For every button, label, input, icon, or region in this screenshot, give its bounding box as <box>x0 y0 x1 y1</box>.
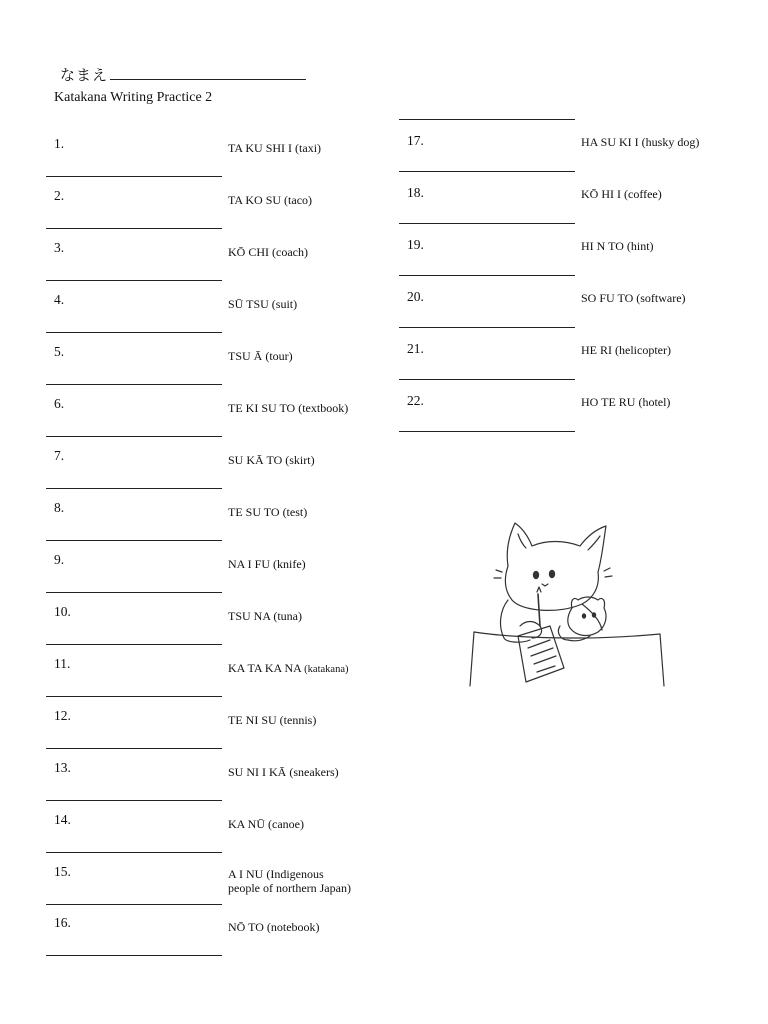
item-number: 6. <box>54 396 65 411</box>
answer-line[interactable] <box>46 696 222 697</box>
answer-line[interactable] <box>46 852 222 853</box>
item-word: TE SU TO (test) <box>228 505 308 519</box>
item-word: TA KO SU (taco) <box>228 193 313 207</box>
answer-line[interactable] <box>46 592 222 593</box>
answer-line[interactable] <box>46 280 222 281</box>
answer-line[interactable] <box>46 644 222 645</box>
item-number: 7. <box>54 448 65 463</box>
item-word: SU NI I KĀ (sneakers) <box>228 765 339 779</box>
item-number: 10. <box>54 604 71 619</box>
item-number: 9. <box>54 552 65 567</box>
item-word: KA NŪ (canoe) <box>228 817 304 831</box>
item-number: 4. <box>54 292 65 307</box>
item-number: 16. <box>54 915 71 930</box>
item-word: TSU Ā (tour) <box>228 349 293 363</box>
item-word-gloss: (katakana) <box>304 664 349 675</box>
item-word <box>228 867 351 895</box>
item-number: 21. <box>407 341 424 356</box>
item-word: SO FU TO (software) <box>581 291 686 305</box>
name-blank-line[interactable] <box>110 65 306 80</box>
answer-line[interactable] <box>46 332 222 333</box>
item-number: 18. <box>407 185 424 200</box>
item-word: HI N TO (hint) <box>581 239 654 253</box>
item-word: HA SU KI I (husky dog) <box>581 135 700 149</box>
item-number: 20. <box>407 289 424 304</box>
answer-line[interactable] <box>46 228 222 229</box>
item-number: 19. <box>407 237 424 252</box>
item-number: 15. <box>54 864 71 879</box>
cat-writing-illustration <box>460 508 670 693</box>
answer-line[interactable] <box>399 379 575 380</box>
item-number: 14. <box>54 812 71 827</box>
item-word-main: KA TA KA NA <box>228 661 302 675</box>
answer-line[interactable] <box>46 488 222 489</box>
item-number: 17. <box>407 133 424 148</box>
answer-line[interactable] <box>399 327 575 328</box>
item-number: 1. <box>54 136 65 151</box>
item-number: 13. <box>54 760 71 775</box>
item-number: 12. <box>54 708 71 723</box>
answer-line[interactable] <box>46 176 222 177</box>
item-word: SŪ TSU (suit) <box>228 297 298 311</box>
worksheet-title: Katakana Writing Practice 2 <box>54 90 213 105</box>
answer-line-top[interactable] <box>399 119 575 120</box>
answer-line[interactable] <box>399 431 575 432</box>
answer-line[interactable] <box>399 275 575 276</box>
answer-line[interactable] <box>46 384 222 385</box>
item-word: TE KI SU TO (textbook) <box>228 401 349 415</box>
answer-line[interactable] <box>46 540 222 541</box>
name-label: なまえ <box>60 68 109 84</box>
item-number: 2. <box>54 188 65 203</box>
item-word: TSU NA (tuna) <box>228 609 302 623</box>
item-word: KŌ HI I (coffee) <box>581 187 662 201</box>
item-number: 3. <box>54 240 65 255</box>
item-word: HO TE RU (hotel) <box>581 395 671 409</box>
item-word: TE NI SU (tennis) <box>228 713 317 727</box>
item-word: HE RI (helicopter) <box>581 343 671 357</box>
item-word-line2: people of northern Japan) <box>228 881 351 895</box>
answer-line[interactable] <box>46 800 222 801</box>
item-word: NA I FU (knife) <box>228 557 306 571</box>
item-word: NŌ TO (notebook) <box>228 920 320 934</box>
item-number: 22. <box>407 393 424 408</box>
item-number: 5. <box>54 344 65 359</box>
item-number: 11. <box>54 656 71 671</box>
answer-line[interactable] <box>46 436 222 437</box>
item-word <box>228 661 348 676</box>
answer-line[interactable] <box>399 171 575 172</box>
name-field <box>60 64 306 85</box>
answer-line[interactable] <box>46 955 222 956</box>
item-word: KŌ CHI (coach) <box>228 245 308 259</box>
item-number: 8. <box>54 500 65 515</box>
item-word-line1: A I NU (Indigenous <box>228 867 324 881</box>
answer-line[interactable] <box>46 748 222 749</box>
item-word: TA KU SHI I (taxi) <box>228 141 322 155</box>
answer-line[interactable] <box>399 223 575 224</box>
item-word: SU KĀ TO (skirt) <box>228 453 315 467</box>
answer-line[interactable] <box>46 904 222 905</box>
